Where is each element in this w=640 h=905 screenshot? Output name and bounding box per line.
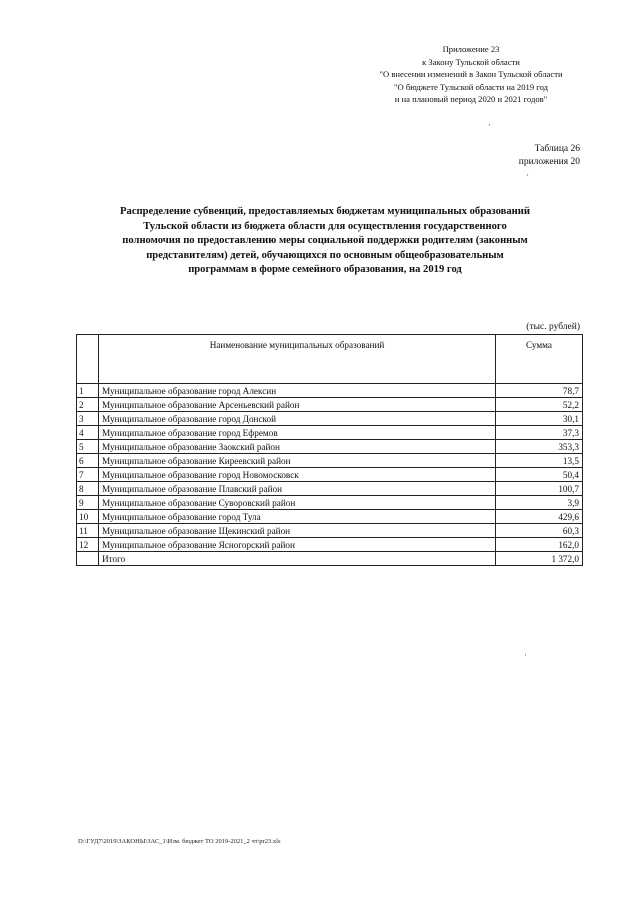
units-label: (тыс. рублей) [526,322,580,332]
row-name: Муниципальное образование город Алексин [99,384,496,398]
header-name-cell: Наименование муниципальных образований [99,335,496,384]
total-label: Итого [99,552,496,566]
row-number: 7 [77,468,99,482]
table-total-row [77,552,583,566]
row-number: 12 [77,538,99,552]
row-sum: 162,0 [496,538,583,552]
row-sum: 37,3 [496,426,583,440]
subvention-table [76,334,583,566]
table-row [77,440,583,454]
table-row [77,496,583,510]
row-sum: 100,7 [496,482,583,496]
document-title [70,205,580,278]
header-number-cell [77,335,99,384]
row-sum: 50,4 [496,468,583,482]
row-number: 2 [77,398,99,412]
row-sum: 52,2 [496,398,583,412]
title-line: программам в форме семейного образования, на 2019 год [188,264,462,276]
row-number: 9 [77,496,99,510]
table-row [77,510,583,524]
row-sum: 353,3 [496,440,583,454]
table-row [77,468,583,482]
appendix-line: Приложение 23 [442,44,500,54]
row-name: Муниципальное образование Киреевский район [99,454,496,468]
row-name: Муниципальное образование Заокский район [99,440,496,454]
row-sum: 60,3 [496,524,583,538]
table-row [77,538,583,552]
row-number: 10 [77,510,99,524]
appendix-line: к Закону Тульской области [422,56,520,67]
table-row [77,454,583,468]
row-name: Муниципальное образование город Донской [99,412,496,426]
appendix-line: "О внесении изменений в Закон Тульской области [379,69,563,80]
total-number-cell [77,552,99,566]
total-sum: 1 372,0 [496,552,583,566]
file-path-footer: D:\ГУД7\2019\ЗАКОНЫ\ЗАС_1\Изм. бюджет ТО 2019-2021_2 чт\pr23.xls [78,838,281,845]
row-name: Муниципальное образование Арсеньевский район [99,398,496,412]
table-reference-line: Таблица 26 [534,144,580,154]
row-number: 3 [77,412,99,426]
row-number: 11 [77,524,99,538]
table-row [77,384,583,398]
table-row [77,524,583,538]
title-line: Тульской области из бюджета области для осуществления государственного [143,220,507,232]
header-sum-cell: Сумма [496,335,583,384]
title-line: Распределение субвенций, предоставляемых бюджетам муниципальных образований [120,206,530,217]
row-name: Муниципальное образование Плавский район [99,482,496,496]
table-reference [470,143,580,169]
row-sum: 429,6 [496,510,583,524]
row-name: Муниципальное образование город Новомосковск [99,468,496,482]
table-reference-line: приложения 20 [518,157,580,167]
row-number: 5 [77,440,99,454]
row-name: Муниципальное образование Суворовский район [99,496,496,510]
row-number: 4 [77,426,99,440]
scan-speck: · [524,650,527,660]
scan-speck: · [488,120,491,130]
table-row [77,482,583,496]
table-row [77,398,583,412]
appendix-note [360,43,582,106]
row-sum: 3,9 [496,496,583,510]
row-sum: 78,7 [496,384,583,398]
appendix-line: "О бюджете Тульской области на 2019 год [394,81,548,92]
row-sum: 13,5 [496,454,583,468]
row-name: Муниципальное образование Щекинский район [99,524,496,538]
appendix-line: и на плановый период 2020 и 2021 годов" [394,94,548,105]
row-number: 6 [77,454,99,468]
table-row [77,412,583,426]
row-sum: 30,1 [496,412,583,426]
row-number: 8 [77,482,99,496]
title-line: полномочия по предоставлению меры социальной поддержки родителям (законным [122,235,528,247]
row-name: Муниципальное образование город Ефремов [99,426,496,440]
row-name: Муниципальное образование город Тула [99,510,496,524]
row-number: 1 [77,384,99,398]
scan-speck: · [526,170,529,180]
row-name: Муниципальное образование Ясногорский район [99,538,496,552]
table-row [77,426,583,440]
title-line: представителям) детей, обучающихся по основным общеобразовательным [146,249,504,261]
table-header-row [77,335,583,384]
